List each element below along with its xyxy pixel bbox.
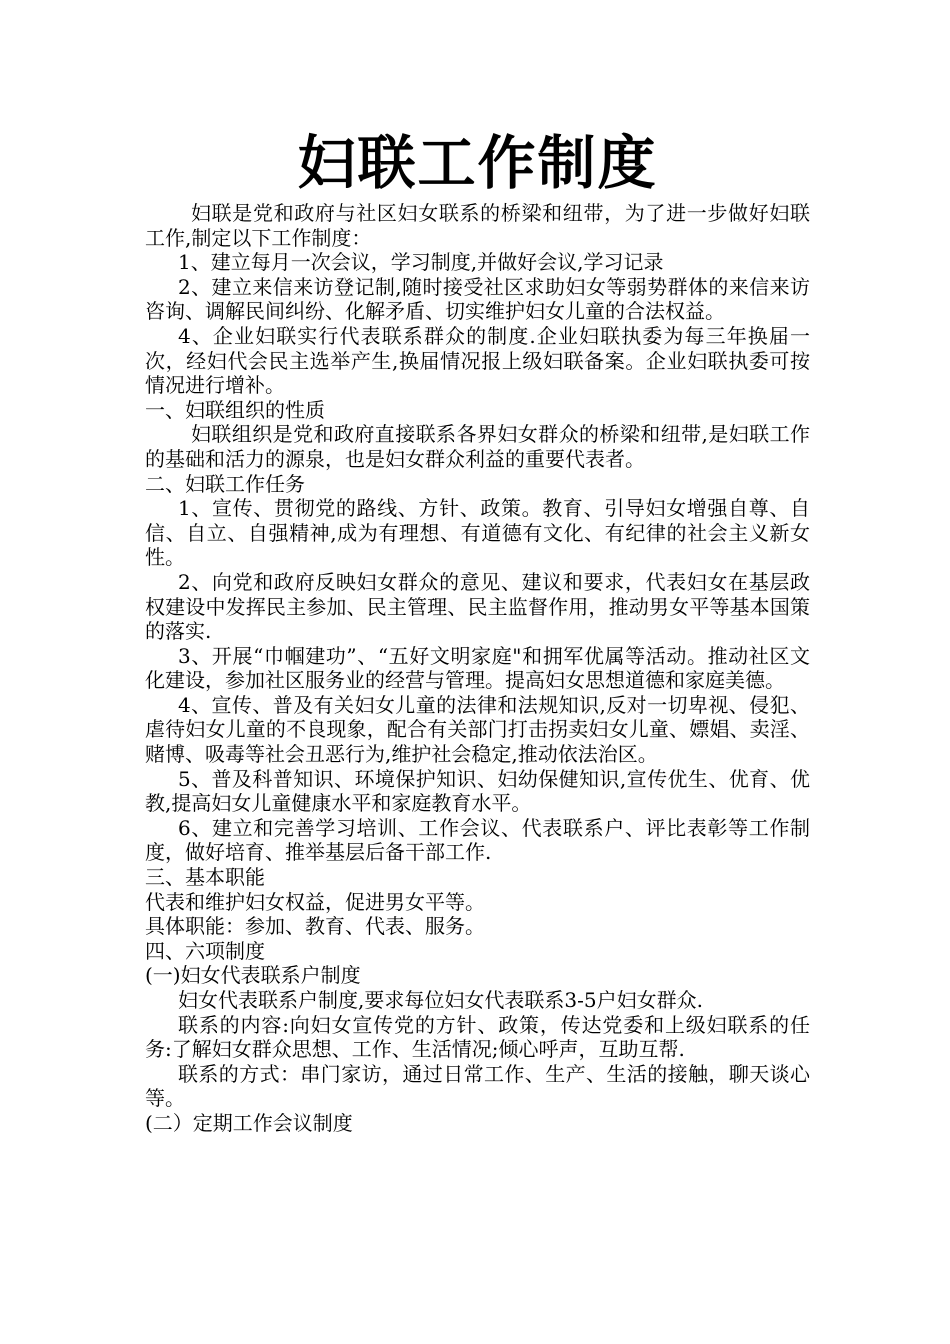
paragraph: 四、六项制度: [145, 938, 265, 963]
paragraph: 1、宣传、贯彻党的路线、方针、政策。教育、引导妇女增强自尊、自信、自立、自强精神,成为有理想、有道德有文化、有纪律的社会主义新女性。: [145, 496, 810, 570]
paragraph: 3、开展“巾帼建功”、“五好文明家庭"和拥军优属等活动。推动社区文化建设，参加社区服务业的经营与管理。提高妇女思想道德和家庭美德。: [145, 643, 810, 693]
paragraph: 2、向党和政府反映妇女群众的意见、建议和要求，代表妇女在基层政权建设中发挥民主参加、民主管理、民主监督作用，推动男女平等基本国策的落实.: [145, 569, 810, 644]
paragraph: 具体职能：参加、教育、代表、服务。: [145, 914, 485, 939]
paragraph: 5、普及科普知识、环境保护知识、妇幼保健知识,宣传优生、优育、优教,提高妇女儿童健康水平和家庭教育水平。: [145, 766, 810, 816]
paragraph: 1、建立每月一次会议，学习制度,并做好会议,学习记录: [178, 250, 664, 275]
paragraph: 4、企业妇联实行代表联系群众的制度.企业妇联执委为每三年换届一次，经妇代会民主选举产生,换届情况报上级妇联备案。企业妇联执委可按情况进行增补。: [145, 323, 810, 398]
paragraph: 妇联组织是党和政府直接联系各界妇女群众的桥梁和纽带,是妇联工作的基础和活力的源泉，也是妇女群众利益的重要代表者。: [145, 422, 810, 471]
paragraph: 联系的内容:向妇女宣传党的方针、政策，传达党委和上级妇联系的任务:了解妇女群众思想、工作、生活情况;倾心呼声，互助互帮.: [145, 1012, 810, 1062]
document-page: [145, 125, 810, 1136]
paragraph: 妇女代表联系户制度,要求每位妇女代表联系3-5户妇女群众.: [178, 988, 703, 1012]
paragraph: 6、建立和完善学习培训、工作会议、代表联系户、评比表彰等工作制度，做好培育、推举基层后备干部工作.: [145, 815, 810, 865]
document-title: 妇联工作制度: [297, 129, 658, 197]
paragraph: 一、妇联组织的性质: [145, 397, 325, 422]
document-body: [145, 201, 810, 1136]
paragraph: (二）定期工作会议制度: [145, 1110, 353, 1135]
paragraph: 三、基本职能: [145, 865, 265, 890]
paragraph: (一)妇女代表联系户制度: [145, 963, 361, 988]
paragraph: 4、宣传、普及有关妇女儿童的法律和法规知识,反对一切卑视、侵犯、虐待妇女儿童的不良现象，配合有关部门打击拐卖妇女儿童、嫖娼、卖淫、赌博、吸毒等社会丑恶行为,维护社会稳定,推动依法治区。: [145, 692, 810, 767]
paragraph: 二、妇联工作任务: [145, 471, 305, 496]
paragraph: 妇联是党和政府与社区妇女联系的桥梁和纽带，为了进一步做好妇联工作,制定以下工作制度：: [145, 201, 810, 250]
paragraph: 代表和维护妇女权益，促进男女平等。: [145, 889, 485, 914]
paragraph: 2、建立来信来访登记制,随时接受社区求助妇女等弱势群体的来信来访咨询、调解民间纠纷、化解矛盾、切实维护妇女儿童的合法权益。: [145, 274, 810, 324]
paragraph: 联系的方式：串门家访，通过日常工作、生产、生活的接触，聊天谈心等。: [145, 1061, 810, 1111]
